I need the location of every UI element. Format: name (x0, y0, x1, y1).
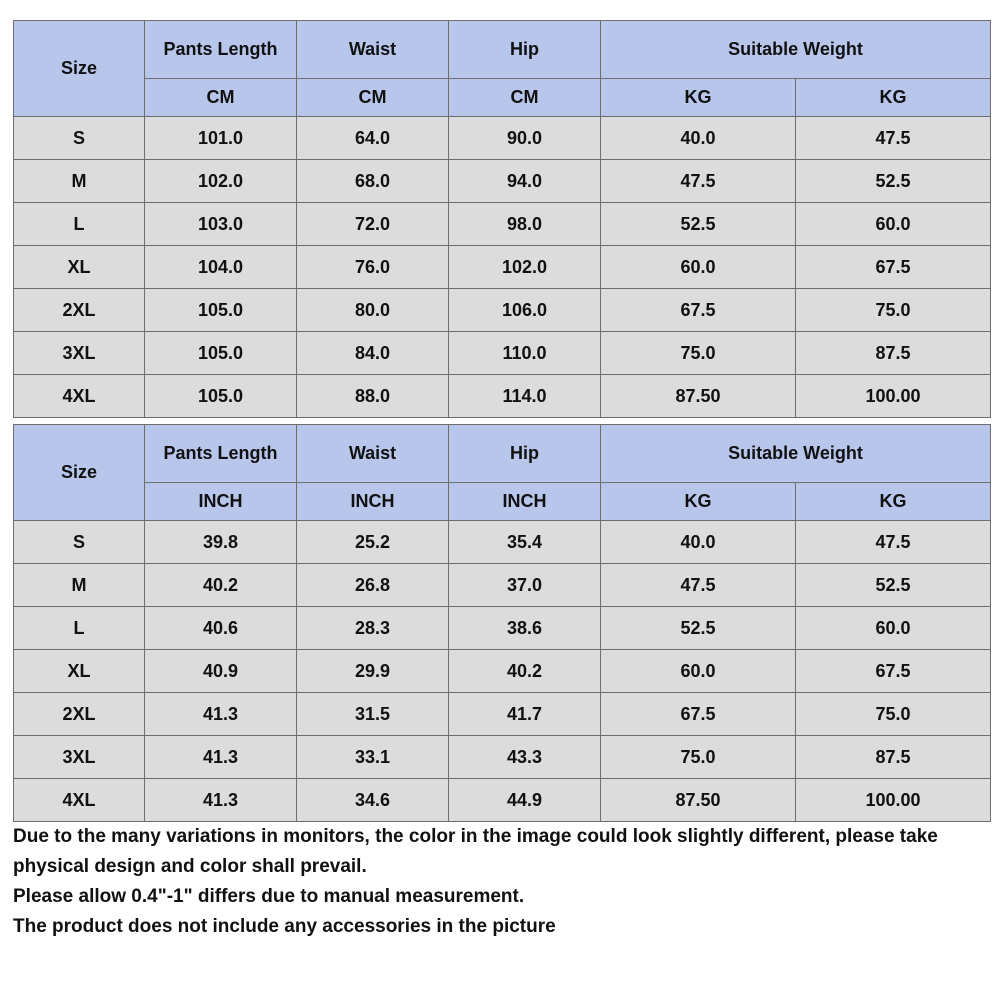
table-cell: 87.5 (796, 736, 991, 779)
size-header: Size (14, 425, 145, 521)
table-cell: 40.2 (449, 650, 601, 693)
table-cell: 40.9 (145, 650, 297, 693)
size-chart-inch-table (13, 424, 991, 822)
table-cell: 105.0 (145, 375, 297, 418)
table-row (14, 203, 991, 246)
table-cell: 47.5 (796, 117, 991, 160)
table-row (14, 607, 991, 650)
table-cell: 4XL (14, 779, 145, 822)
table-cell: 33.1 (297, 736, 449, 779)
table-row (14, 736, 991, 779)
table-cell: 2XL (14, 693, 145, 736)
table-cell: 103.0 (145, 203, 297, 246)
unit-cell: INCH (145, 483, 297, 521)
table-cell: 110.0 (449, 332, 601, 375)
unit-cell: KG (796, 483, 991, 521)
table-cell: 40.0 (601, 117, 796, 160)
unit-row (14, 483, 991, 521)
accessories-note: The product does not include any accessories in the picture (13, 916, 556, 937)
table-cell: 68.0 (297, 160, 449, 203)
table-cell: M (14, 564, 145, 607)
table-row (14, 375, 991, 418)
table-cell: 52.5 (796, 160, 991, 203)
table-cell: 67.5 (796, 246, 991, 289)
table-cell: M (14, 160, 145, 203)
table-cell: 105.0 (145, 289, 297, 332)
table-cell: 41.3 (145, 779, 297, 822)
notes-section (13, 822, 988, 942)
table-cell: 105.0 (145, 332, 297, 375)
table-cell: 52.5 (601, 203, 796, 246)
table-cell: 34.6 (297, 779, 449, 822)
table-row (14, 521, 991, 564)
table-cell: 75.0 (796, 693, 991, 736)
unit-cell: KG (601, 483, 796, 521)
table-cell: 87.5 (796, 332, 991, 375)
table-cell: 37.0 (449, 564, 601, 607)
table-cell: 4XL (14, 375, 145, 418)
table-cell: 35.4 (449, 521, 601, 564)
table-cell: 75.0 (601, 736, 796, 779)
table-cell: 98.0 (449, 203, 601, 246)
table-cell: S (14, 521, 145, 564)
table-row (14, 332, 991, 375)
table-cell: 60.0 (796, 607, 991, 650)
table-cell: 101.0 (145, 117, 297, 160)
table-cell: 38.6 (449, 607, 601, 650)
unit-cell: INCH (297, 483, 449, 521)
table-cell: 84.0 (297, 332, 449, 375)
table-cell: 67.5 (601, 289, 796, 332)
table-cell: XL (14, 650, 145, 693)
table-cell: 76.0 (297, 246, 449, 289)
table-cell: 29.9 (297, 650, 449, 693)
table-row (14, 779, 991, 822)
table-cell: 40.2 (145, 564, 297, 607)
table-cell: 102.0 (449, 246, 601, 289)
hip-header: Hip (449, 425, 601, 483)
suitable-weight-header: Suitable Weight (601, 425, 991, 483)
table-cell: 44.9 (449, 779, 601, 822)
table-cell: 102.0 (145, 160, 297, 203)
table-cell: 94.0 (449, 160, 601, 203)
pants-length-header: Pants Length (145, 425, 297, 483)
table-cell: 88.0 (297, 375, 449, 418)
table-cell: 40.0 (601, 521, 796, 564)
table-cell: 100.00 (796, 375, 991, 418)
table-cell: 47.5 (601, 160, 796, 203)
table-cell: 47.5 (796, 521, 991, 564)
header-row (14, 425, 991, 483)
unit-cell: CM (297, 79, 449, 117)
table-cell: 64.0 (297, 117, 449, 160)
table-cell: S (14, 117, 145, 160)
color-disclaimer-note: Due to the many variations in monitors, the color in the image could look slightly different, please take physical design and color shall prevail. (13, 826, 938, 877)
table-cell: 60.0 (601, 650, 796, 693)
table-row (14, 246, 991, 289)
table-cell: 41.7 (449, 693, 601, 736)
table-cell: 67.5 (601, 693, 796, 736)
table-cell: 40.6 (145, 607, 297, 650)
table-cell: 41.3 (145, 736, 297, 779)
table-cell: 3XL (14, 736, 145, 779)
table-cell: 31.5 (297, 693, 449, 736)
table-cell: 67.5 (796, 650, 991, 693)
table-cell: 26.8 (297, 564, 449, 607)
table-row (14, 289, 991, 332)
hip-header: Hip (449, 21, 601, 79)
table-cell: 75.0 (796, 289, 991, 332)
table-cell: 52.5 (796, 564, 991, 607)
table-cell: 41.3 (145, 693, 297, 736)
table-cell: 114.0 (449, 375, 601, 418)
table-row (14, 650, 991, 693)
unit-cell: CM (449, 79, 601, 117)
table-cell: 47.5 (601, 564, 796, 607)
unit-cell: KG (601, 79, 796, 117)
table-cell: 72.0 (297, 203, 449, 246)
size-chart-cm-table (13, 20, 991, 418)
table-cell: 43.3 (449, 736, 601, 779)
waist-header: Waist (297, 21, 449, 79)
table-cell: 28.3 (297, 607, 449, 650)
unit-cell: CM (145, 79, 297, 117)
table-cell: 80.0 (297, 289, 449, 332)
table-row (14, 160, 991, 203)
table-cell: 60.0 (796, 203, 991, 246)
waist-header: Waist (297, 425, 449, 483)
table-row (14, 693, 991, 736)
table-cell: 60.0 (601, 246, 796, 289)
pants-length-header: Pants Length (145, 21, 297, 79)
table-cell: 25.2 (297, 521, 449, 564)
table-cell: 3XL (14, 332, 145, 375)
size-header: Size (14, 21, 145, 117)
table-cell: 52.5 (601, 607, 796, 650)
measurement-tolerance-note: Please allow 0.4"-1" differs due to manual measurement. (13, 886, 525, 907)
table-cell: 87.50 (601, 375, 796, 418)
header-row (14, 21, 991, 79)
table-cell: L (14, 203, 145, 246)
table-cell: 87.50 (601, 779, 796, 822)
table-cell: 75.0 (601, 332, 796, 375)
unit-cell: INCH (449, 483, 601, 521)
table-row (14, 117, 991, 160)
unit-row (14, 79, 991, 117)
table-cell: L (14, 607, 145, 650)
table-cell: 100.00 (796, 779, 991, 822)
table-cell: 90.0 (449, 117, 601, 160)
suitable-weight-header: Suitable Weight (601, 21, 991, 79)
table-cell: 39.8 (145, 521, 297, 564)
table-cell: 2XL (14, 289, 145, 332)
table-cell: 104.0 (145, 246, 297, 289)
table-cell: 106.0 (449, 289, 601, 332)
table-row (14, 564, 991, 607)
table-cell: XL (14, 246, 145, 289)
unit-cell: KG (796, 79, 991, 117)
